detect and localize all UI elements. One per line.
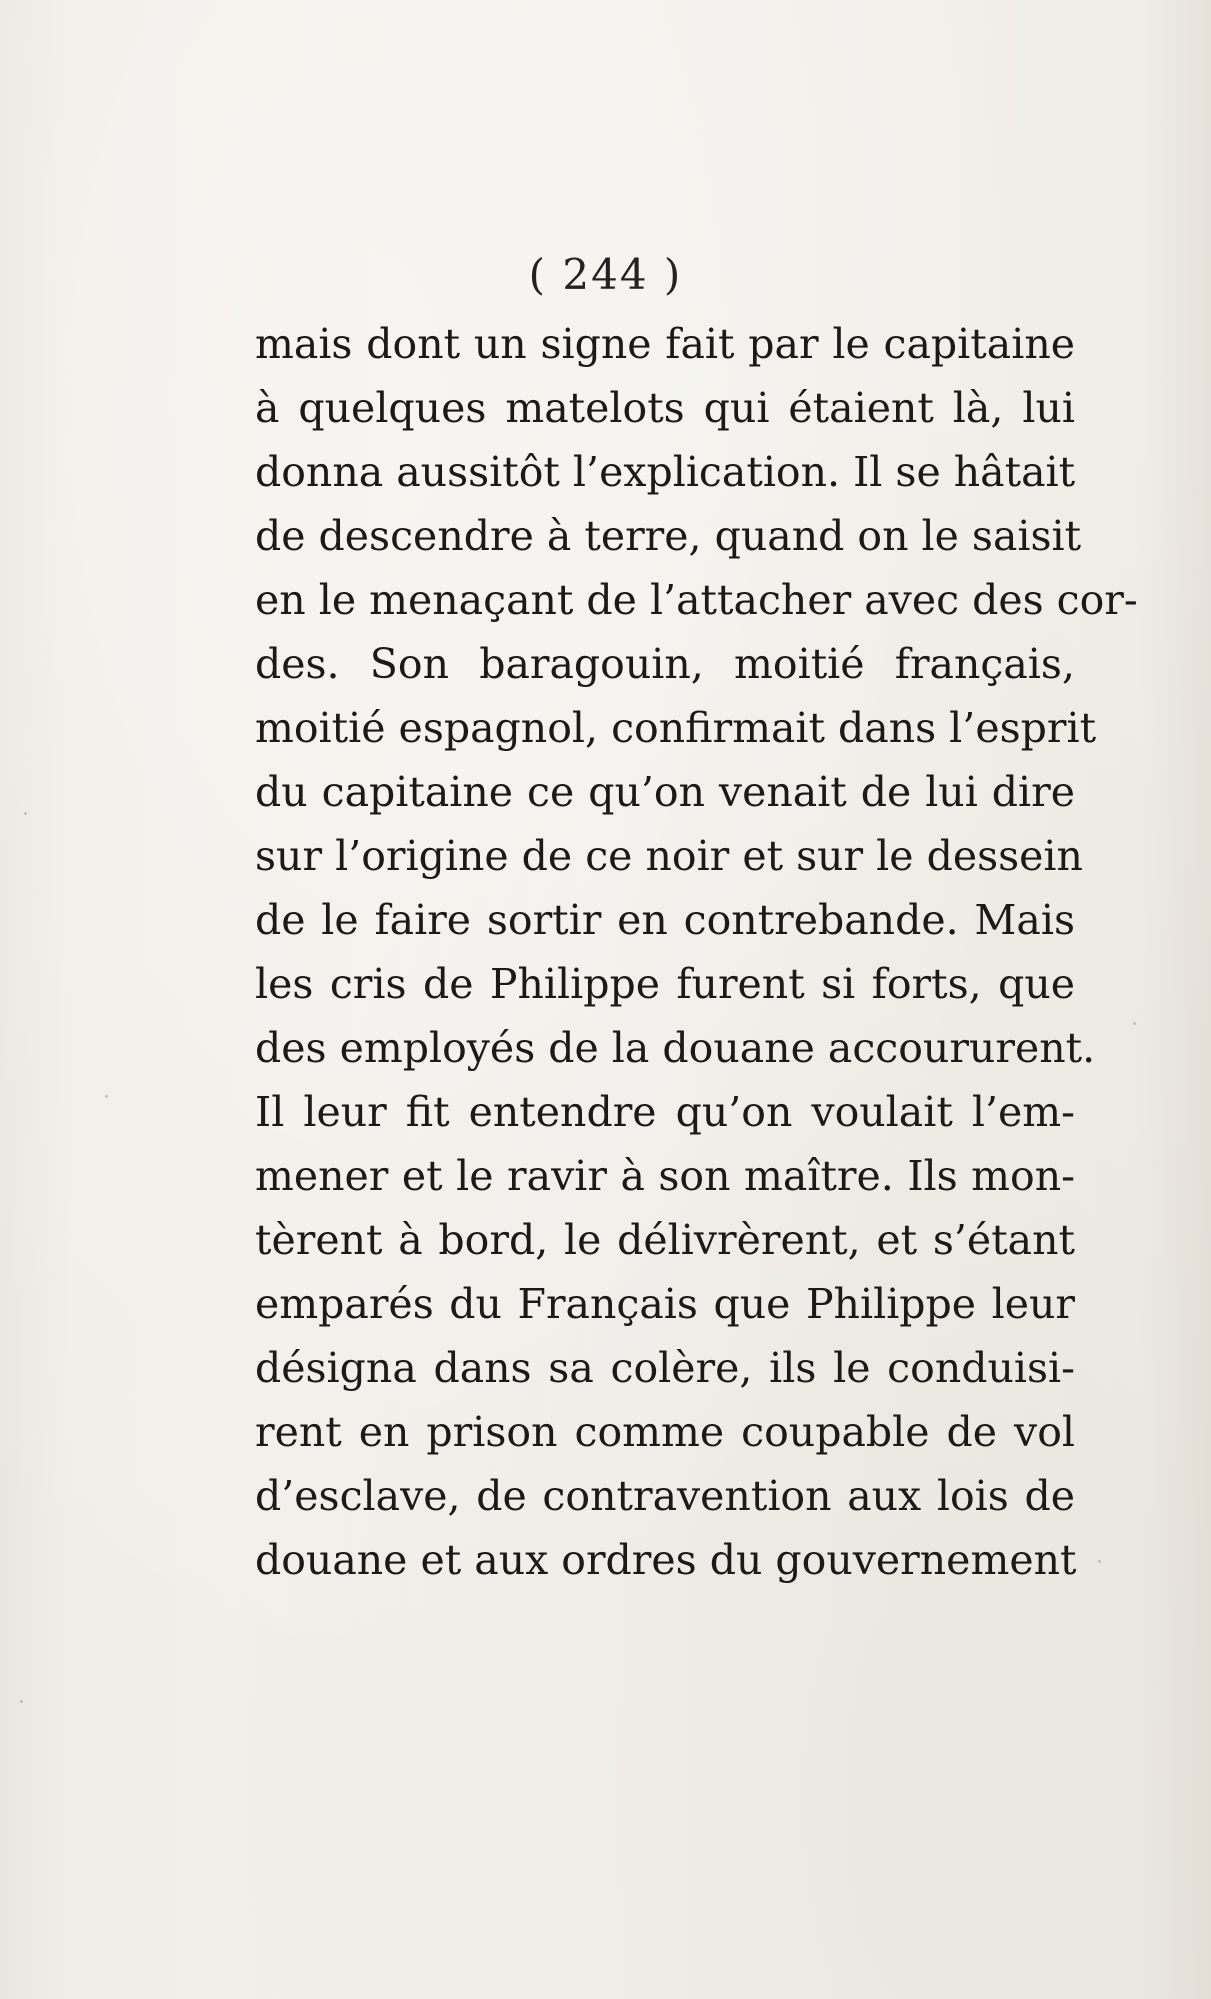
text-line: Il leur fit entendre qu’on voulait l’em- <box>255 1088 1075 1136</box>
text-line: de le faire sortir en contrebande. Mais <box>255 896 1075 944</box>
paper-speck <box>1133 1022 1136 1025</box>
paper-speck <box>1098 1560 1101 1563</box>
paper-speck <box>24 812 27 815</box>
text-line: les cris de Philippe furent si forts, que <box>255 960 1075 1008</box>
text-line: sur l’origine de ce noir et sur le dessein <box>255 832 1083 880</box>
text-line: d’esclave, de contravention aux lois de <box>255 1472 1075 1520</box>
text-line: de descendre à terre, quand on le saisit <box>255 512 1082 560</box>
text-line: mais dont un signe fait par le capitaine <box>255 320 1075 368</box>
body-text <box>255 312 1138 1592</box>
text-line: du capitaine ce qu’on venait de lui dire <box>255 768 1075 816</box>
text-line: donna aussitôt l’explication. Il se hâtait <box>255 448 1076 496</box>
text-line: tèrent à bord, le délivrèrent, et s’étant <box>255 1216 1075 1264</box>
text-line: emparés du Français que Philippe leur <box>255 1280 1075 1328</box>
text-line: des employés de la douane accoururent. <box>255 1024 1096 1072</box>
text-line: à quelques matelots qui étaient là, lui <box>255 384 1075 432</box>
text-line: des. Son baragouin, moitié français, <box>255 640 1075 688</box>
paper-speck <box>105 1095 108 1098</box>
text-line: moitié espagnol, confirmait dans l’esprit <box>255 704 1097 752</box>
text-line: douane et aux ordres du gouvernement <box>255 1536 1077 1584</box>
text-line: en le menaçant de l’attacher avec des cor- <box>255 576 1138 624</box>
text-line: désigna dans sa colère, ils le conduisi- <box>255 1344 1075 1392</box>
page-number: ( 244 ) <box>528 250 683 299</box>
text-line: rent en prison comme coupable de vol <box>255 1408 1075 1456</box>
text-line: mener et le ravir à son maître. Ils mon- <box>255 1152 1075 1200</box>
paper-speck <box>20 1700 23 1703</box>
